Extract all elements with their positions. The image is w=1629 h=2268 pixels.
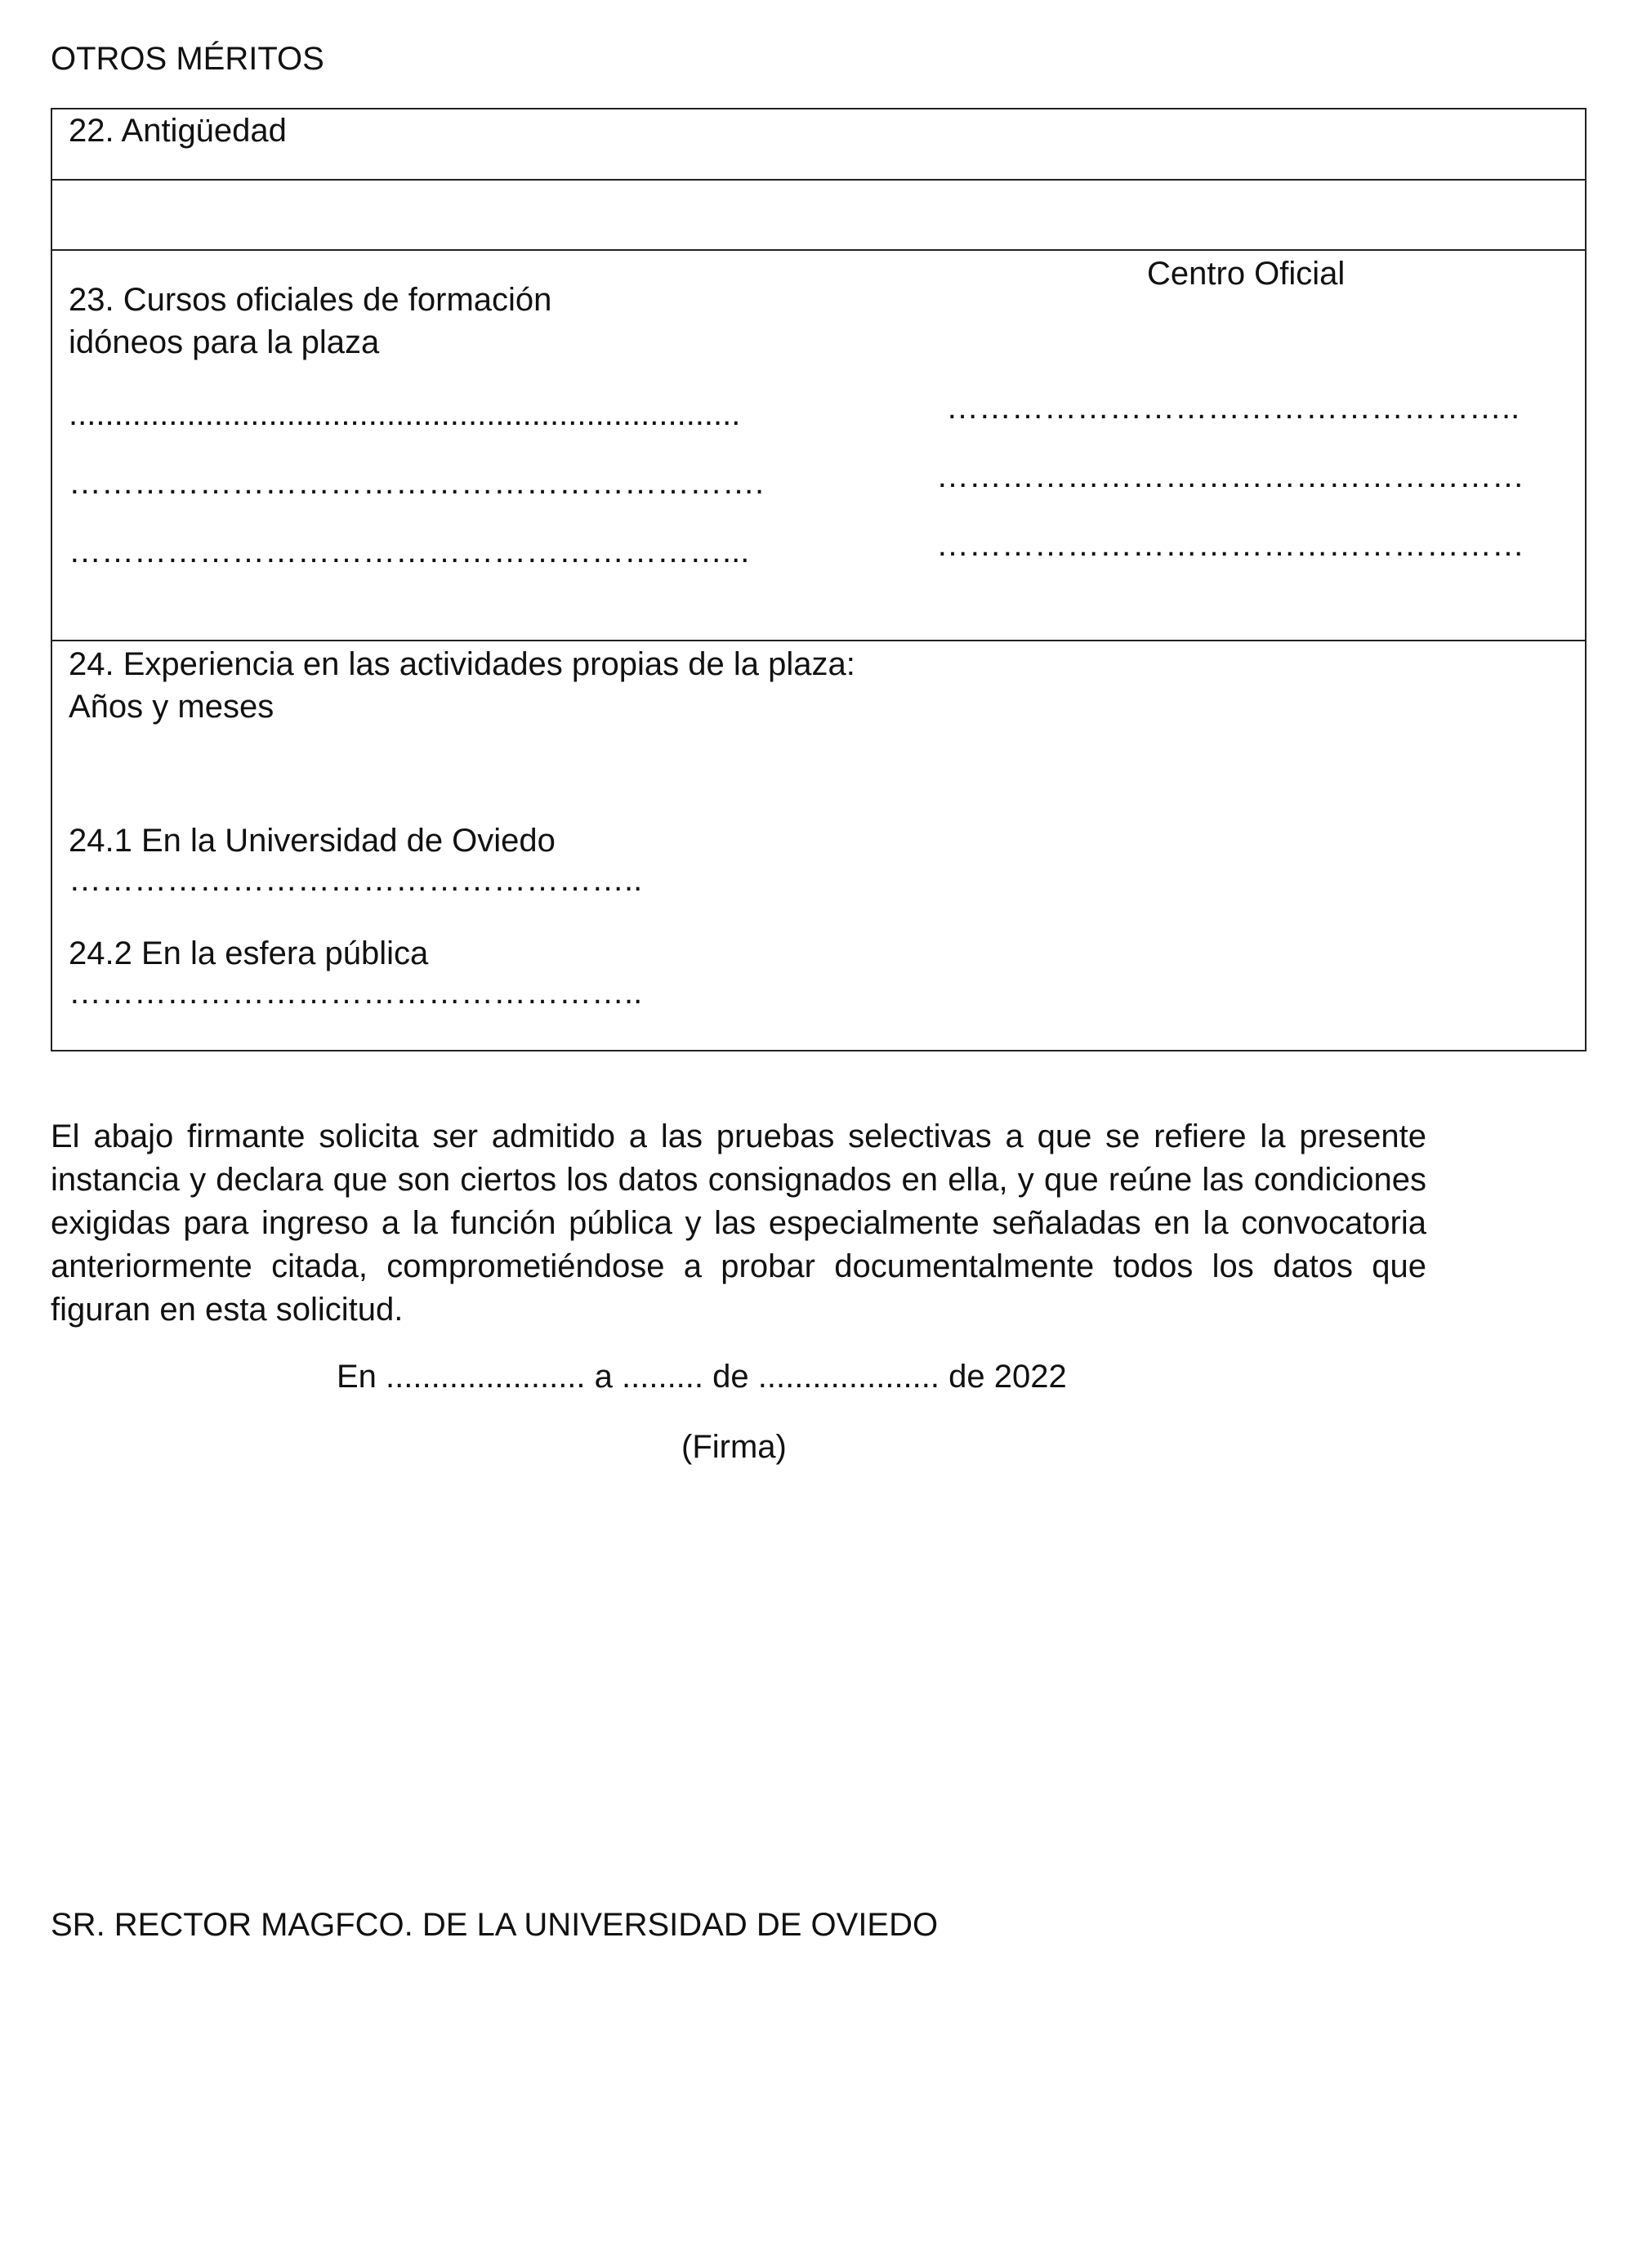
centro-oficial-header: Centro Oficial [1147, 256, 1346, 292]
cursos-label-line1: 23. Cursos oficiales de formación [69, 282, 552, 318]
experiencia-universidad-entry[interactable]: …………………………………………….. [69, 862, 643, 898]
declaration-paragraph: El abajo firmante solicita ser admitido a las pruebas selectivas a que se refiere la presente instancia y declara que son ciertos los datos consignados en ella, y que reúne las condiciones exigidas para ingreso a la función pública y las especialmente señaladas en la convocatoria anteriormente citada, comprometiéndose a probar documentalmente todos los datos que figuran en esta solicitud. [51, 1118, 1426, 1328]
row-cursos [52, 251, 1585, 641]
curso-entry-line-2[interactable]: ………………………………………………………. [69, 465, 765, 501]
experiencia-esfera-publica-label: 24.2 En la esfera pública [69, 935, 429, 971]
row-antiguedad-value[interactable] [52, 181, 1585, 251]
centro-entry-line-3[interactable]: ……………………………………………… [936, 527, 1524, 563]
addressee: SR. RECTOR MAGFCO. DE LA UNIVERSIDAD DE OVIEDO [51, 1907, 939, 1943]
experiencia-esfera-publica-entry[interactable]: …………………………………………….. [69, 975, 643, 1011]
date-line[interactable]: En ...................... a ......... de .................... de 2022 [337, 1359, 1067, 1395]
curso-entry-line-1[interactable]: .......................................................................... [69, 396, 741, 432]
signature-label: (Firma) [681, 1429, 787, 1465]
cursos-label-line2: idóneos para la plaza [69, 324, 380, 360]
centro-entry-line-1[interactable]: …………………………………………….. [946, 390, 1520, 426]
row-antiguedad [52, 109, 1585, 181]
row-experiencia [52, 641, 1585, 1050]
experiencia-label-line2: Años y meses [69, 689, 274, 725]
experiencia-label-line1: 24. Experiencia en las actividades propias de la plaza: [69, 646, 855, 682]
experiencia-universidad-label: 24.1 En la Universidad de Oviedo [69, 823, 556, 859]
centro-entry-line-2[interactable]: ……………………………………………… [936, 458, 1524, 494]
antiguedad-label: 22. Antigüedad [69, 113, 287, 149]
section-title: OTROS MÉRITOS [51, 41, 324, 77]
curso-entry-line-3[interactable]: ……………………………………………………... [69, 534, 750, 569]
merits-table [51, 108, 1587, 1051]
